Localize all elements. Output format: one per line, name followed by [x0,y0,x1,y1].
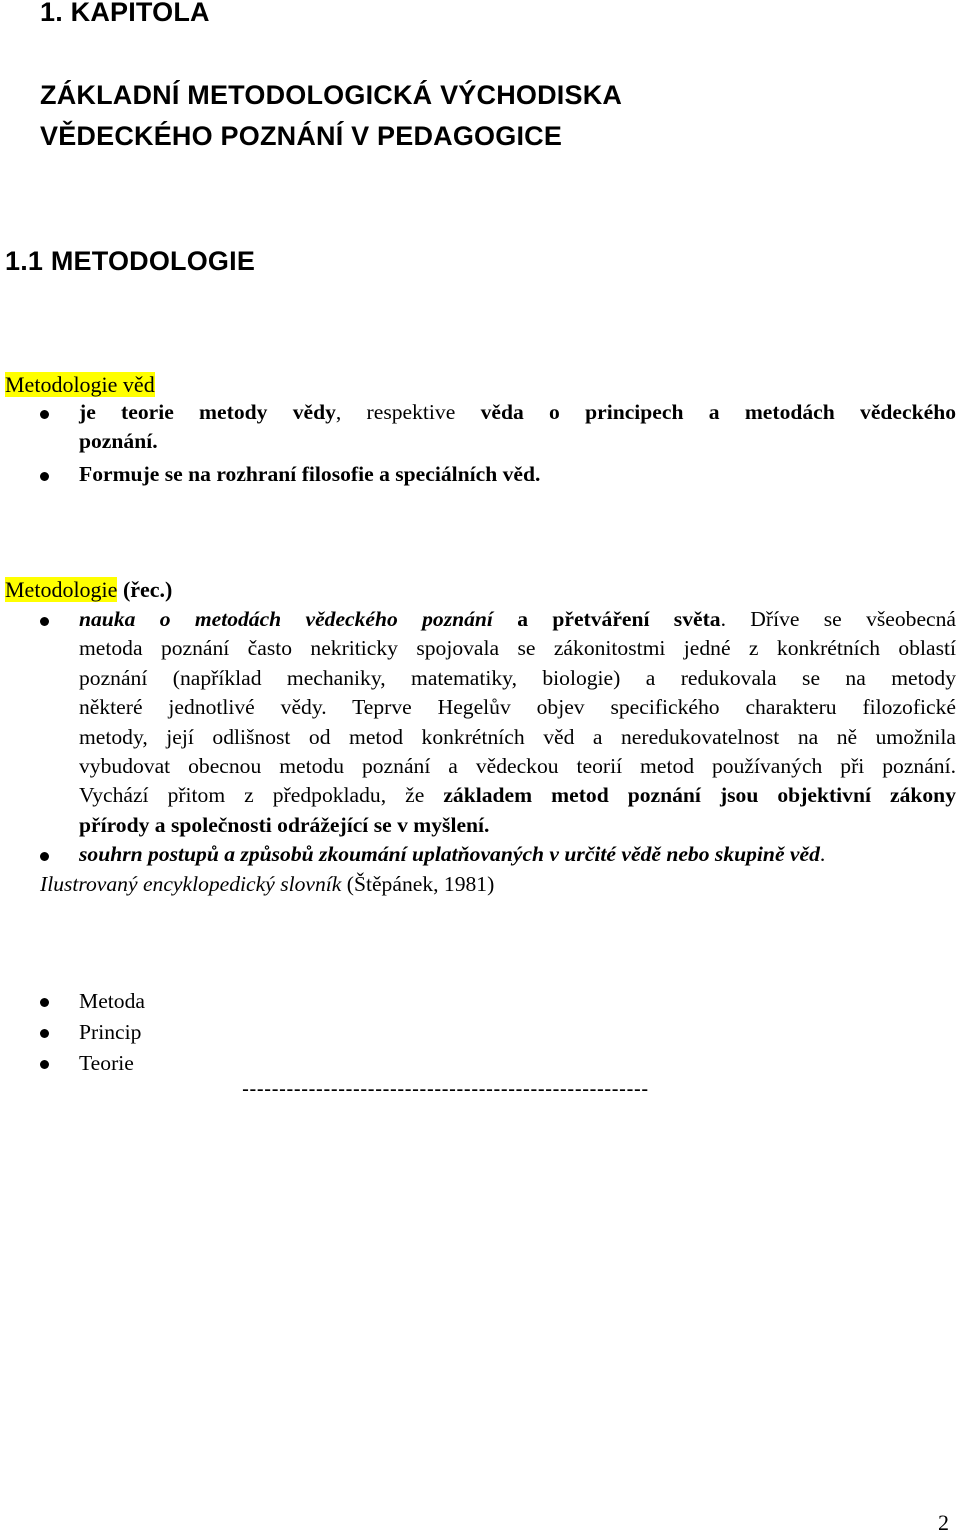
list-item [40,1018,956,1048]
list-item-text [79,840,956,869]
bullet-icon [40,472,49,481]
list-item-text [79,1018,956,1047]
source-citation [40,870,494,899]
chapter-number-title: 1. KAPITOLA [40,0,210,27]
list-item [40,987,956,1017]
text-line [79,605,956,634]
heading-suffix: (řec.) [117,577,173,602]
list-item [40,398,956,458]
highlighted-heading-text: Metodologie [5,577,118,602]
source-author-year: (Štěpánek, 1981) [341,872,495,896]
plain-text: Vychází přitom z předpokladu, že [79,783,444,808]
bullet-icon [40,852,49,861]
bold-text: přetváření světa [552,607,721,631]
list-item [40,1049,956,1079]
bold-text: a [492,607,553,631]
text-line: některé jednotlivé vědy. Teprve Hegelův objev specifického charakteru filozofické [79,695,956,720]
list-item [40,460,956,490]
dashed-separator: ------------------------------------------------------- [242,1078,649,1101]
page-number: 2 [938,1510,949,1535]
text-line: vybudovat obecnou metodu poznání a vědeckou teorií metod používaných při poznání. [79,753,956,778]
term-teorie: Teorie [79,1051,134,1075]
list-item-text [79,605,956,840]
list-item [40,605,956,843]
list-item-text [79,398,956,457]
bullet-icon [40,617,49,626]
text-line: metody, její odlišnost od metod konkrétních věd a neredukovatelnost na ně umožnila [79,724,956,749]
plain-text: . [819,842,826,866]
list-item-text [79,987,956,1016]
plain-text: , respektive [335,400,481,424]
source-title: Ilustrovaný encyklopedický slovník [40,872,342,896]
highlighted-heading-text: Metodologie věd [5,372,155,397]
heading-metodologie-rec [5,575,172,604]
bold-italic-text: nauka o metodách vědeckého poznání [79,607,493,631]
text-line: Formuje se na rozhraní filosofie a speciálních věd. [79,462,541,486]
text-line: přírody a společnosti odrážející se v myšlení. [79,812,490,837]
text-line: metoda poznání často nekriticky spojovala se zákonitostmi jedné z konkrétních oblastí [79,636,956,661]
chapter-title-line-2: VĚDECKÉHO POZNÁNÍ V PEDAGOGICE [40,121,563,151]
term-metoda: Metoda [79,989,145,1013]
text-line [79,781,956,810]
bold-italic-text: souhrn postupů a způsobů zkoumání uplatňovaných v určité vědě nebo skupině věd [79,842,820,866]
bold-text: základem metod poznání jsou objektivní zákony [443,783,956,808]
text-line: poznání. [79,429,158,454]
list-item-text [79,460,956,489]
text-line [79,840,956,869]
list-item-text [79,1049,956,1078]
bullet-icon [40,1029,49,1038]
term-princip: Princip [79,1020,142,1044]
bold-text: je teorie metody vědy [79,400,336,424]
chapter-title-line-1: ZÁKLADNÍ METODOLOGICKÁ VÝCHODISKA [40,80,623,110]
section-title: 1.1 METODOLOGIE [5,246,256,276]
heading-metodologie-ved [5,370,155,399]
text-line [79,398,956,427]
bold-text: věda o principech a metodách vědeckého [480,400,957,424]
bullet-icon [40,998,49,1007]
list-item [40,840,956,870]
text-line: poznání (například mechaniky, matematiky, biologie) a redukovala se na metody [79,665,956,690]
bullet-icon [40,1060,49,1069]
bullet-icon [40,410,49,419]
plain-text: . Dříve se všeobecná [720,607,956,631]
